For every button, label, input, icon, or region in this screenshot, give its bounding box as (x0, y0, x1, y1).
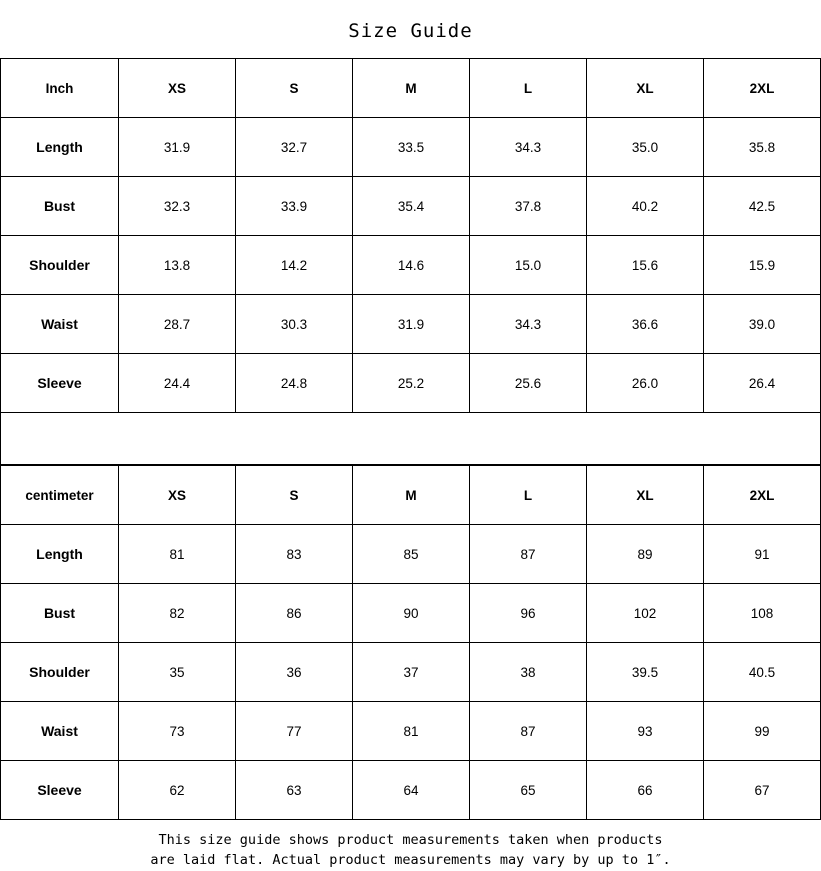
page-title: Size Guide (348, 20, 473, 42)
cell-length-m: 33.5 (353, 118, 470, 177)
cell-shoulder-s: 36 (236, 643, 353, 702)
cell-shoulder-xs: 13.8 (119, 236, 236, 295)
size-header-2xl: 2XL (704, 59, 821, 118)
cell-waist-s: 30.3 (236, 295, 353, 354)
cell-length-xs: 81 (119, 525, 236, 584)
cell-bust-m: 90 (353, 584, 470, 643)
note-line-1: This size guide shows product measurements taken when products (158, 832, 663, 848)
cell-length-l: 34.3 (470, 118, 587, 177)
cell-waist-l: 34.3 (470, 295, 587, 354)
table-row (1, 236, 821, 295)
cell-shoulder-xl: 39.5 (587, 643, 704, 702)
cell-sleeve-2xl: 67 (704, 761, 821, 820)
row-label-shoulder: Shoulder (1, 643, 119, 702)
table-row (1, 702, 821, 761)
table-spacer (0, 413, 821, 465)
size-header-xl: XL (587, 59, 704, 118)
cell-length-xl: 35.0 (587, 118, 704, 177)
cell-sleeve-xl: 66 (587, 761, 704, 820)
table-row (1, 525, 821, 584)
table-header-row (1, 59, 821, 118)
cell-bust-2xl: 108 (704, 584, 821, 643)
cell-bust-xl: 102 (587, 584, 704, 643)
cell-waist-2xl: 39.0 (704, 295, 821, 354)
cell-sleeve-xs: 24.4 (119, 354, 236, 413)
table-row (1, 118, 821, 177)
cell-shoulder-l: 38 (470, 643, 587, 702)
row-label-length: Length (1, 525, 119, 584)
row-label-shoulder: Shoulder (1, 236, 119, 295)
size-header-m: M (353, 59, 470, 118)
cell-sleeve-l: 65 (470, 761, 587, 820)
cell-bust-2xl: 42.5 (704, 177, 821, 236)
cell-waist-2xl: 99 (704, 702, 821, 761)
cell-shoulder-m: 14.6 (353, 236, 470, 295)
cell-sleeve-s: 63 (236, 761, 353, 820)
cell-sleeve-xs: 62 (119, 761, 236, 820)
cell-waist-xs: 28.7 (119, 295, 236, 354)
table-row (1, 584, 821, 643)
row-label-sleeve: Sleeve (1, 761, 119, 820)
cell-bust-m: 35.4 (353, 177, 470, 236)
size-header-l: L (470, 59, 587, 118)
size-guide-note (0, 820, 821, 871)
size-header-xs: XS (119, 59, 236, 118)
unit-label-inch: Inch (1, 59, 119, 118)
cell-length-xl: 89 (587, 525, 704, 584)
size-table-centimeter (0, 465, 821, 820)
cell-shoulder-m: 37 (353, 643, 470, 702)
size-table-inch (0, 58, 821, 413)
cell-waist-xs: 73 (119, 702, 236, 761)
cell-length-l: 87 (470, 525, 587, 584)
row-label-waist: Waist (1, 702, 119, 761)
cell-waist-m: 31.9 (353, 295, 470, 354)
cell-shoulder-xs: 35 (119, 643, 236, 702)
table-row (1, 354, 821, 413)
cell-bust-l: 37.8 (470, 177, 587, 236)
size-header-s: S (236, 59, 353, 118)
size-header-2xl: 2XL (704, 466, 821, 525)
cell-sleeve-m: 25.2 (353, 354, 470, 413)
cell-length-m: 85 (353, 525, 470, 584)
cell-length-2xl: 91 (704, 525, 821, 584)
cell-bust-xs: 32.3 (119, 177, 236, 236)
table-row (1, 177, 821, 236)
cell-bust-s: 86 (236, 584, 353, 643)
cell-sleeve-s: 24.8 (236, 354, 353, 413)
row-label-waist: Waist (1, 295, 119, 354)
cell-bust-l: 96 (470, 584, 587, 643)
cell-sleeve-l: 25.6 (470, 354, 587, 413)
unit-label-centimeter: centimeter (1, 466, 119, 525)
cell-waist-s: 77 (236, 702, 353, 761)
size-header-xs: XS (119, 466, 236, 525)
cell-shoulder-l: 15.0 (470, 236, 587, 295)
table-row (1, 643, 821, 702)
cell-waist-l: 87 (470, 702, 587, 761)
size-header-xl: XL (587, 466, 704, 525)
cell-bust-xs: 82 (119, 584, 236, 643)
table-header-row (1, 466, 821, 525)
cell-waist-m: 81 (353, 702, 470, 761)
cell-shoulder-s: 14.2 (236, 236, 353, 295)
table-row (1, 295, 821, 354)
table-row (1, 761, 821, 820)
cell-sleeve-m: 64 (353, 761, 470, 820)
row-label-sleeve: Sleeve (1, 354, 119, 413)
cell-sleeve-2xl: 26.4 (704, 354, 821, 413)
cell-length-s: 32.7 (236, 118, 353, 177)
cell-bust-s: 33.9 (236, 177, 353, 236)
size-header-l: L (470, 466, 587, 525)
cell-sleeve-xl: 26.0 (587, 354, 704, 413)
cell-length-2xl: 35.8 (704, 118, 821, 177)
cell-shoulder-xl: 15.6 (587, 236, 704, 295)
cell-waist-xl: 93 (587, 702, 704, 761)
row-label-bust: Bust (1, 584, 119, 643)
row-label-length: Length (1, 118, 119, 177)
cell-shoulder-2xl: 15.9 (704, 236, 821, 295)
row-label-bust: Bust (1, 177, 119, 236)
cell-length-xs: 31.9 (119, 118, 236, 177)
cell-length-s: 83 (236, 525, 353, 584)
size-header-s: S (236, 466, 353, 525)
size-header-m: M (353, 466, 470, 525)
note-line-2: are laid flat. Actual product measurements may vary by up to 1″. (150, 852, 671, 869)
cell-waist-xl: 36.6 (587, 295, 704, 354)
cell-shoulder-2xl: 40.5 (704, 643, 821, 702)
cell-bust-xl: 40.2 (587, 177, 704, 236)
